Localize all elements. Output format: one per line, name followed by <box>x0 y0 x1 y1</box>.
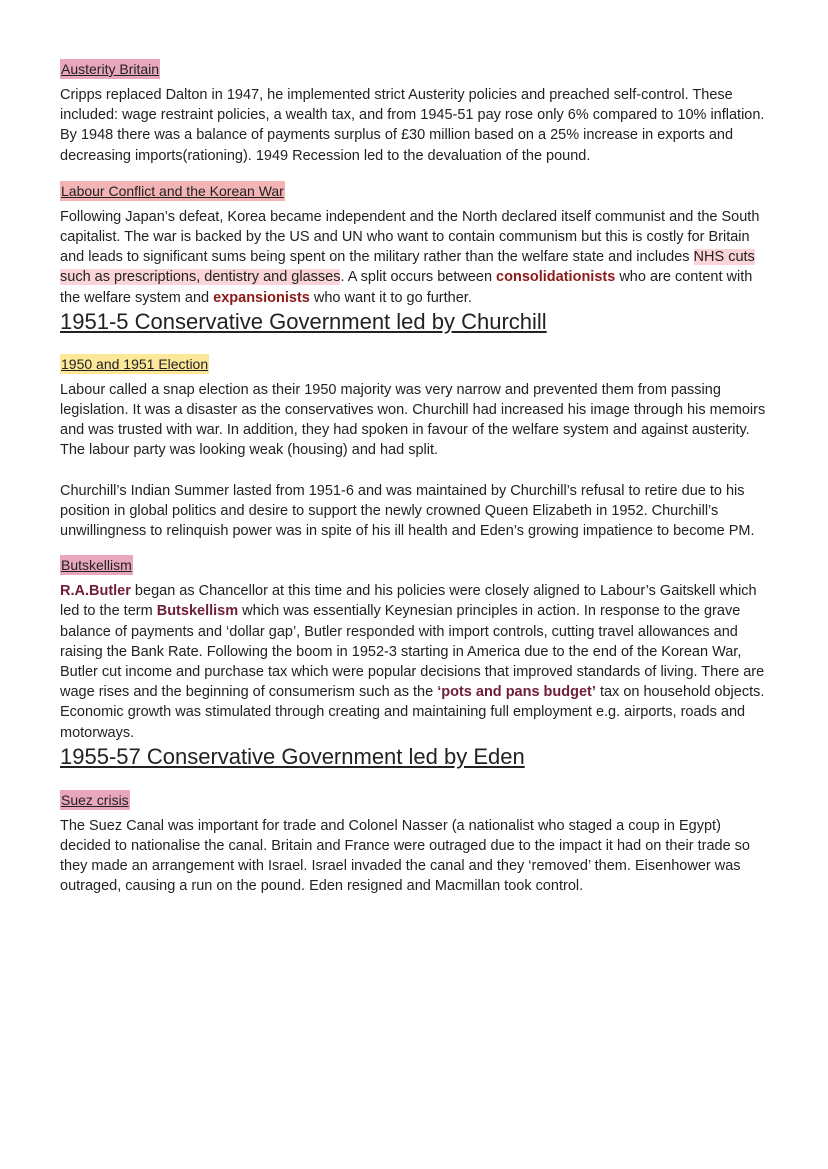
suez-heading: Suez crisis <box>61 791 129 808</box>
butskellism-text-1: began as Chancellor at this time and his policies were closely aligned to Labour’s Gaitskell which led to the term <box>60 583 757 620</box>
suez-section <box>60 790 768 897</box>
suez-paragraph: The Suez Canal was important for trade and Colonel Nasser (a nationalist who staged a coup in Egypt) decided to nationalise the canal. Britain and France were outraged due to the impact it had on their trade so they made an arrangement with Israel. Israel invaded the canal and they ‘removed’ them. Eisenhower was outraged, causing a run on the pound. Eden resigned and Macmillan took control. <box>60 817 750 895</box>
butskellism-text-3: tax on household objects. Economic growth was stimulated through creating and maintaining full employment e.g. airports, roads and motorways. <box>60 684 765 741</box>
korean-war-section <box>60 181 768 308</box>
butskellism-paragraph <box>60 581 772 743</box>
butskellism-text-2: which was essentially Keynesian principles in action. In response to the grave balance of payments and ‘dollar gap’, Butler responded with import controls, cutting travel allowances and raising the Bank Rate. Following the boom in 1952-3 starting in America due to the end of the Korean War, Butler cut income and purchase tax which were popular decisions that improved standards of living. There are wage rises and the beginning of consumerism such as the <box>60 603 765 701</box>
butskellism-section <box>60 555 768 743</box>
consolidationists-term: consolidationists <box>496 269 616 286</box>
korean-war-text-mid2: who are content with the welfare system and <box>60 269 753 306</box>
expansionists-term: expansionists <box>213 289 310 306</box>
election-paragraph: Labour called a snap election as their 1950 majority was very narrow and prevented them from passing legislation. It was a disaster as the conservatives won. Churchill had increased his image through his memoirs and was trusted with war. In addition, they had spoken in favour of the welfare system and against austerity. The labour party was looking weak (housing) and had split. <box>60 381 766 459</box>
election-heading: 1950 and 1951 Election <box>61 355 209 372</box>
election-section <box>60 354 768 541</box>
butskellism-heading: Butskellism <box>61 557 132 574</box>
eden-section-title: 1955-57 Conservative Government led by Eden <box>60 743 525 769</box>
korean-war-text-end: who want it to go further. <box>309 289 472 306</box>
indian-summer-paragraph: Churchill’s Indian Summer lasted from 1951-6 and was maintained by Churchill’s refusal to retire due to his position in global politics and desire to support the newly crowned Queen Elizabeth in 1952. Churchill’s unwillingness to relinquish power was in spite of his ill health and Eden’s growing impatience to become PM. <box>60 482 755 540</box>
austerity-heading: Austerity Britain <box>61 61 160 77</box>
austerity-section <box>60 59 768 166</box>
butler-name: R.A.Butler <box>60 583 131 600</box>
korean-war-heading: Labour Conflict and the Korean War <box>61 182 284 199</box>
korean-war-paragraph <box>60 207 772 308</box>
churchill-section-title: 1951-5 Conservative Government led by Churchill <box>60 308 547 334</box>
korean-war-text-start: Following Japan’s defeat, Korea became independent and the North declared itself communist and the South capitalist. The war is backed by the US and UN who want to contain communism but this is costly for Britain and leads to significant sums being spent on the military rather than the welfare state and includes <box>60 208 760 266</box>
pots-and-pans-term: ‘pots and pans budget’ <box>437 684 596 701</box>
nhs-cuts-highlight: NHS cuts such as prescriptions, dentistry and glasses <box>60 249 755 286</box>
austerity-paragraph: Cripps replaced Dalton in 1947, he implemented strict Austerity policies and preached self-control. These included: wage restraint policies, a wealth tax, and from 1945-51 pay rose only 6% compared to 10% inflation. By 1948 there was a balance of payments surplus of £30 million based on a 25% increase in exports and decreasing imports(rationing). 1949 Recession led to the devaluation of the pound. <box>60 87 765 164</box>
korean-war-text-mid: . A split occurs between <box>340 269 497 286</box>
butskellism-term: Butskellism <box>156 603 239 620</box>
